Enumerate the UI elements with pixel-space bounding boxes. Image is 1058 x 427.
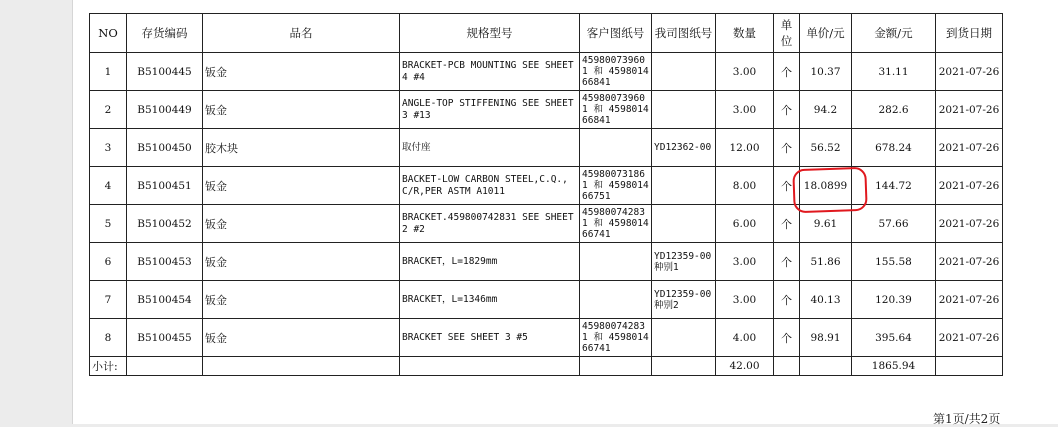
cell-cust [580, 243, 652, 281]
cell-name: 钣金 [203, 53, 400, 91]
cell-name: 钣金 [203, 167, 400, 205]
cell-amount: 31.11 [852, 53, 936, 91]
subtotal-row [90, 357, 1003, 376]
subtotal-empty-cell [127, 357, 203, 376]
cell-code: B5100452 [127, 205, 203, 243]
cell-no: 4 [90, 167, 127, 205]
cell-code: B5100454 [127, 281, 203, 319]
document-page [73, 0, 1058, 424]
cell-spec: 取付座 [400, 129, 580, 167]
cell-cust [580, 281, 652, 319]
cell-spec: BACKET-LOW CARBON STEEL,C.Q.,C/R,PER ASTM A1011 [400, 167, 580, 205]
subtotal-empty-cell [400, 357, 580, 376]
cell-date: 2021-07-26 [936, 281, 1003, 319]
subtotal-amount: 1865.94 [852, 357, 936, 376]
cell-unit: 个 [774, 129, 800, 167]
cell-amount: 678.24 [852, 129, 936, 167]
cell-code: B5100445 [127, 53, 203, 91]
cell-qty: 12.00 [716, 129, 774, 167]
cell-cust: 459800742831 和 459801466741 [580, 205, 652, 243]
subtotal-empty-cell [580, 357, 652, 376]
cell-date: 2021-07-26 [936, 205, 1003, 243]
cell-name: 钣金 [203, 91, 400, 129]
header-spec: 规格型号 [400, 14, 580, 53]
cell-price: 9.61 [800, 205, 852, 243]
cell-code: B5100450 [127, 129, 203, 167]
table-row [90, 91, 1003, 129]
table-row [90, 319, 1003, 357]
cell-qty: 3.00 [716, 53, 774, 91]
cell-qty: 8.00 [716, 167, 774, 205]
cell-cust: 459800739601 和 459801466841 [580, 91, 652, 129]
cell-spec: BRACKET SEE SHEET 3 #5 [400, 319, 580, 357]
viewer-gutter [0, 0, 72, 424]
cell-qty: 6.00 [716, 205, 774, 243]
cell-cust: 459800731861 和 459801466751 [580, 167, 652, 205]
red-circle-annotation [792, 167, 867, 214]
cell-date: 2021-07-26 [936, 129, 1003, 167]
cell-spec: BRACKET，L=1829mm [400, 243, 580, 281]
header-customer-drawing: 客户图纸号 [580, 14, 652, 53]
header-qty: 数量 [716, 14, 774, 53]
cell-no: 8 [90, 319, 127, 357]
cell-name: 钣金 [203, 243, 400, 281]
cell-our [652, 91, 716, 129]
cell-price: 40.13 [800, 281, 852, 319]
cell-price: 10.37 [800, 53, 852, 91]
cell-unit: 个 [774, 91, 800, 129]
subtotal-qty: 42.00 [716, 357, 774, 376]
header-price: 单价/元 [800, 14, 852, 53]
cell-our: YD12359-00种别1 [652, 243, 716, 281]
cell-date: 2021-07-26 [936, 91, 1003, 129]
cell-price: 56.52 [800, 129, 852, 167]
cell-code: B5100453 [127, 243, 203, 281]
header-our-drawing: 我司图纸号 [652, 14, 716, 53]
subtotal-empty-cell [203, 357, 400, 376]
table-header-row [90, 14, 1003, 53]
cell-unit: 个 [774, 281, 800, 319]
cell-amount: 155.58 [852, 243, 936, 281]
cell-no: 6 [90, 243, 127, 281]
subtotal-empty-cell [774, 357, 800, 376]
cell-name: 钣金 [203, 319, 400, 357]
cell-spec: ANGLE-TOP STIFFENING SEE SHEET 3 #13 [400, 91, 580, 129]
table-row [90, 129, 1003, 167]
cell-price: 51.86 [800, 243, 852, 281]
cell-qty: 3.00 [716, 91, 774, 129]
cell-our: YD12362-00 [652, 129, 716, 167]
cell-name: 胶木块 [203, 129, 400, 167]
cell-spec: BRACKET，L=1346mm [400, 281, 580, 319]
header-code: 存货编码 [127, 14, 203, 53]
cell-unit: 个 [774, 319, 800, 357]
cell-name: 钣金 [203, 205, 400, 243]
cell-price: 94.2 [800, 91, 852, 129]
cell-qty: 4.00 [716, 319, 774, 357]
table-row [90, 53, 1003, 91]
table-row [90, 281, 1003, 319]
subtotal-empty-cell [652, 357, 716, 376]
cell-qty: 3.00 [716, 281, 774, 319]
cell-cust [580, 129, 652, 167]
subtotal-empty-cell [800, 357, 852, 376]
cell-name: 钣金 [203, 281, 400, 319]
cell-our [652, 53, 716, 91]
cell-amount: 120.39 [852, 281, 936, 319]
cell-price: 18.0899 [800, 167, 852, 205]
cell-date: 2021-07-26 [936, 319, 1003, 357]
subtotal-label: 小计: [90, 357, 127, 376]
cell-unit: 个 [774, 167, 800, 205]
cell-date: 2021-07-26 [936, 243, 1003, 281]
cell-no: 5 [90, 205, 127, 243]
cell-code: B5100451 [127, 167, 203, 205]
cell-spec: BRACKET.459800742831 SEE SHEET 2 #2 [400, 205, 580, 243]
cell-date: 2021-07-26 [936, 167, 1003, 205]
header-date: 到货日期 [936, 14, 1003, 53]
cell-unit: 个 [774, 243, 800, 281]
table-row [90, 205, 1003, 243]
cell-no: 7 [90, 281, 127, 319]
table-row [90, 243, 1003, 281]
cell-amount: 144.72 [852, 167, 936, 205]
cell-cust: 459800739601 和 459801466841 [580, 53, 652, 91]
cell-date: 2021-07-26 [936, 53, 1003, 91]
cell-amount: 395.64 [852, 319, 936, 357]
header-no: NO [90, 14, 127, 53]
cell-our: YD12359-00种别2 [652, 281, 716, 319]
cell-unit: 个 [774, 53, 800, 91]
cell-unit: 个 [774, 205, 800, 243]
cell-our [652, 205, 716, 243]
cell-code: B5100455 [127, 319, 203, 357]
cell-no: 3 [90, 129, 127, 167]
cell-qty: 3.00 [716, 243, 774, 281]
subtotal-empty-cell [936, 357, 1003, 376]
header-unit: 单位 [774, 14, 800, 53]
cell-code: B5100449 [127, 91, 203, 129]
cell-price: 98.91 [800, 319, 852, 357]
cell-our [652, 319, 716, 357]
cell-spec: BRACKET-PCB MOUNTING SEE SHEET 4 #4 [400, 53, 580, 91]
cell-cust: 459800742831 和 459801466741 [580, 319, 652, 357]
cell-our [652, 167, 716, 205]
cell-no: 1 [90, 53, 127, 91]
header-amount: 金额/元 [852, 14, 936, 53]
cell-amount: 282.6 [852, 91, 936, 129]
cell-no: 2 [90, 91, 127, 129]
cell-amount: 57.66 [852, 205, 936, 243]
header-name: 品名 [203, 14, 400, 53]
page-indicator: 第1页/共2页 [933, 412, 1001, 426]
